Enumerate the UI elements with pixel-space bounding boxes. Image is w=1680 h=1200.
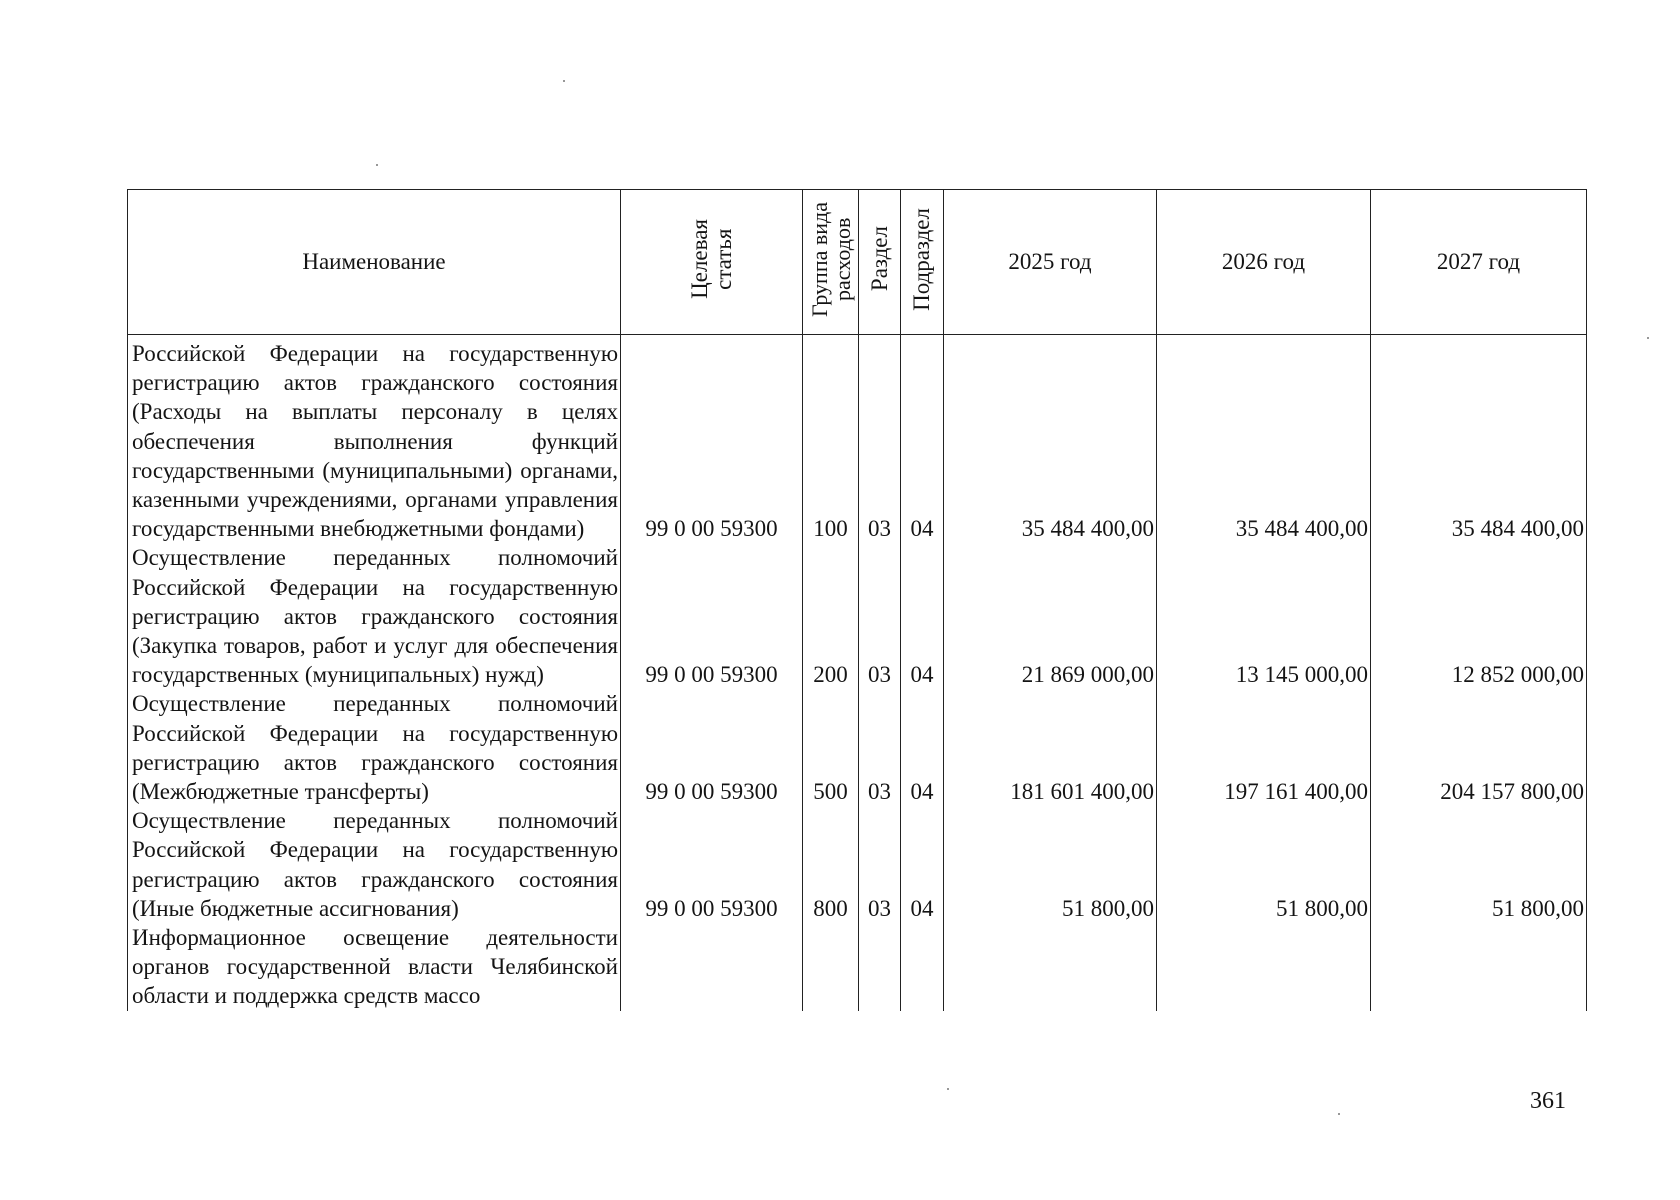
row-section: 03 (859, 806, 901, 923)
header-expense-group (803, 190, 859, 335)
row-amount-2026: 51 800,00 (1157, 806, 1371, 923)
header-subsection (901, 190, 944, 335)
row-name: Осуществление переданных полномочий Российской Федерации на государственную регистрацию актов гражданского состояния (Иные бюджетные ассигнования) (128, 806, 621, 923)
header-expense-group-label: Группа вида расходов (806, 201, 855, 317)
header-year-2026: 2026 год (1157, 190, 1371, 335)
table-row (128, 806, 1587, 923)
table-row (128, 689, 1587, 806)
row-expense-group: 200 (803, 543, 859, 689)
scan-speck (1647, 337, 1649, 339)
row-expense-group: 800 (803, 806, 859, 923)
row-subsection: 04 (901, 806, 944, 923)
row-amount-2026: 13 145 000,00 (1157, 543, 1371, 689)
table-row (128, 543, 1587, 689)
scan-speck (376, 164, 378, 166)
row-subsection (901, 923, 944, 1011)
row-amount-2027: 51 800,00 (1371, 806, 1587, 923)
row-amount-2025: 51 800,00 (944, 806, 1157, 923)
header-target-article-label: Целевая статья (686, 219, 736, 299)
row-amount-2026: 35 484 400,00 (1157, 335, 1371, 544)
header-year-2025: 2025 год (944, 190, 1157, 335)
row-target-article: 99 0 00 59300 (621, 543, 803, 689)
row-section (859, 923, 901, 1011)
row-amount-2027 (1371, 923, 1587, 1011)
row-name: Осуществление переданных полномочий Российской Федерации на государственную регистрацию актов гражданского состояния (Закупка товаров, работ и услуг для обеспечения государственных (муниципальных) нужд) (128, 543, 621, 689)
row-name: Осуществление переданных полномочий Российской Федерации на государственную регистрацию актов гражданского состояния (Межбюджетные трансферты) (128, 689, 621, 806)
row-target-article (621, 923, 803, 1011)
row-target-article: 99 0 00 59300 (621, 335, 803, 544)
row-section: 03 (859, 689, 901, 806)
row-section: 03 (859, 543, 901, 689)
row-amount-2027: 35 484 400,00 (1371, 335, 1587, 544)
header-target-article (621, 190, 803, 335)
header-section-label: Раздел (866, 226, 892, 292)
page-number: 361 (1530, 1088, 1566, 1114)
header-year-2027: 2027 год (1371, 190, 1587, 335)
row-amount-2025: 35 484 400,00 (944, 335, 1157, 544)
row-amount-2027: 204 157 800,00 (1371, 689, 1587, 806)
row-subsection: 04 (901, 689, 944, 806)
scan-speck (1338, 1113, 1340, 1115)
row-name: Информационное освещение деятельности органов государственной власти Челябинской области и поддержка средств массо (128, 923, 621, 1011)
row-amount-2025: 181 601 400,00 (944, 689, 1157, 806)
row-amount-2025 (944, 923, 1157, 1011)
row-subsection: 04 (901, 335, 944, 544)
row-name: Российской Федерации на государственную регистрацию актов гражданского состояния (Расходы на выплаты персоналу в целях обеспечения выполнения функций государственными (муниципальными) органами, казенными учреждениями, органами управления государственными внебюджетными фондами) (128, 335, 621, 544)
row-amount-2027: 12 852 000,00 (1371, 543, 1587, 689)
header-section (859, 190, 901, 335)
row-expense-group (803, 923, 859, 1011)
table-row (128, 335, 1587, 544)
row-section: 03 (859, 335, 901, 544)
row-subsection: 04 (901, 543, 944, 689)
scan-speck (563, 80, 565, 82)
header-subsection-label: Подраздел (909, 207, 934, 311)
row-amount-2026 (1157, 923, 1371, 1011)
table-row (128, 923, 1587, 1011)
row-expense-group: 100 (803, 335, 859, 544)
header-name: Наименование (128, 190, 621, 335)
row-amount-2025: 21 869 000,00 (944, 543, 1157, 689)
header-row (128, 190, 1587, 335)
row-amount-2026: 197 161 400,00 (1157, 689, 1371, 806)
row-target-article: 99 0 00 59300 (621, 806, 803, 923)
scan-speck (947, 1088, 949, 1090)
row-expense-group: 500 (803, 689, 859, 806)
budget-table (127, 189, 1587, 1011)
row-target-article: 99 0 00 59300 (621, 689, 803, 806)
